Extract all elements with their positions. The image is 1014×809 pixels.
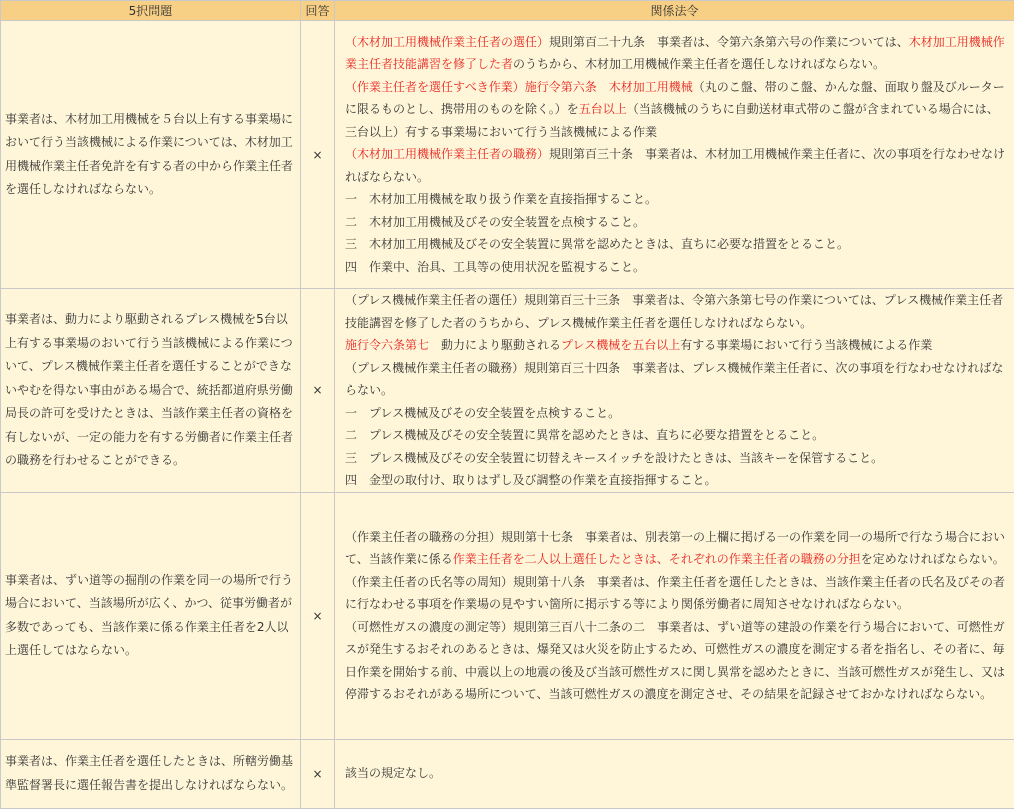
law-text: 一 プレス機械及びその安全装置を点検すること。	[345, 406, 620, 420]
law-text: （作業主任者の職務の分担）規則第十七条 事業者は、別表第一の上欄に掲げる一の作業を同一の場所で行なう場合において、当該作業に係る	[345, 530, 1005, 567]
law-highlight: （作業主任者を選任すべき作業）施行令第六条 木材加工用機械	[345, 80, 693, 94]
law-highlight: プレス機械を五台以上	[561, 338, 680, 352]
law-paragraph	[345, 469, 1008, 492]
law-cell	[335, 21, 1014, 289]
table-header-row	[1, 1, 1014, 21]
law-text: 二 木材加工用機械及びその安全装置を点検すること。	[345, 215, 645, 229]
law-paragraph	[345, 447, 1008, 470]
law-paragraph	[345, 357, 1008, 402]
law-text: 三 木材加工用機械及びその安全装置に異常を認めたときは、直ちに必要な措置をとること。	[345, 237, 849, 251]
law-text: 二 プレス機械及びその安全装置に異常を認めたときは、直ちに必要な措置をとること。	[345, 428, 824, 442]
law-text: （当該機械のうちに自動送材車式帯のこ盤が含まれている場合には、三台以上）有する事業場において行う当該機械による作業	[345, 102, 999, 139]
law-cell	[335, 739, 1014, 808]
law-paragraph	[345, 762, 1008, 785]
law-highlight: （木材加工用機械作業主任者の職務）	[345, 147, 549, 161]
law-cell	[335, 289, 1014, 493]
law-text: 有する事業場において行う当該機械による作業	[680, 338, 932, 352]
law-highlight: （木材加工用機械作業主任者の選任）	[345, 35, 549, 49]
law-paragraph	[345, 334, 1008, 357]
law-text: 該当の規定なし。	[345, 766, 441, 780]
law-paragraph	[345, 233, 1008, 256]
law-paragraph	[345, 31, 1008, 76]
law-paragraph	[345, 211, 1008, 234]
law-paragraph	[345, 526, 1008, 571]
law-text: 一 木材加工用機械を取り扱う作業を直接指揮すること。	[345, 192, 657, 206]
table-row	[1, 289, 1014, 493]
law-text: 四 金型の取付け、取りはずし及び調整の作業を直接指揮すること。	[345, 473, 717, 487]
question-cell: 事業者は、動力により駆動されるプレス機械を5台以上有する事業場のおいて行う当該機械による作業について、プレス機械作業主任者を選任することができないやむを得ない事由がある場合で、統括都道府県労働局長の許可を受けたときは、当該作業主任者の資格を有しないが、一定の能力を有する労働者に作業主任者の職務を行わせることができる。	[1, 289, 301, 493]
law-text: を定めなければならない。	[861, 552, 1005, 566]
table-row	[1, 21, 1014, 289]
law-paragraph	[345, 188, 1008, 211]
law-text: 三 プレス機械及びその安全装置に切替えキースイッチを設けたときは、当該キーを保管すること。	[345, 451, 883, 465]
table-row	[1, 492, 1014, 739]
law-text: 動力により駆動される	[429, 338, 561, 352]
law-highlight: 施行令六条第七	[345, 338, 429, 352]
law-paragraph	[345, 402, 1008, 425]
law-text: （丸のこ盤、帯のこ盤、かんな盤、面取り盤及びルーターに限るものとし、携帯用のものを除く。）を	[345, 80, 1005, 117]
law-text: （プレス機械作業主任者の職務）規則第百三十四条 事業者は、プレス機械作業主任者に、次の事項を行なわせなければならない。	[345, 361, 1003, 398]
law-paragraph	[345, 256, 1008, 279]
law-text: 四 作業中、治具、工具等の使用状況を監視すること。	[345, 260, 645, 274]
answer-cell: ×	[301, 739, 335, 808]
law-highlight: 作業主任者を二人以上選任したときは、それぞれの作業主任者の職務の分担	[453, 552, 861, 566]
law-text: のうちから、木材加工用機械作業主任者を選任しなければならない。	[513, 57, 885, 71]
law-paragraph	[345, 143, 1008, 188]
law-text: 規則第百三十条 事業者は、木材加工用機械作業主任者に、次の事項を行なわせなければならない。	[345, 147, 1005, 184]
law-text: 規則第百二十九条 事業者は、令第六条第六号の作業については、	[549, 35, 909, 49]
header-law: 関係法令	[335, 1, 1014, 21]
table-row	[1, 739, 1014, 808]
header-question: 5択問題	[1, 1, 301, 21]
law-paragraph	[345, 424, 1008, 447]
question-cell: 事業者は、ずい道等の掘削の作業を同一の場所で行う場合において、当該場所が広く、かつ、従事労働者が多数であっても、当該作業に係る作業主任者を2人以上選任してはならない。	[1, 492, 301, 739]
law-text: （可燃性ガスの濃度の測定等）規則第三百八十二条の二 事業者は、ずい道等の建設の作業を行う場合において、可燃性ガスが発生するおそれのあるときは、爆発又は火災を防止するため、可燃性ガスの濃度を測定する者を指名し、その者に、毎日作業を開始する前、中震以上の地震の後及び当該可燃性ガスに関し異常を認めたときに、当該可燃性ガスが発生し、又は停滞するおそれがある場所について、当該可燃性ガスの濃度を測定させ、その結果を記録させておかなければならない。	[345, 620, 1005, 702]
header-answer: 回答	[301, 1, 335, 21]
law-paragraph	[345, 76, 1008, 144]
law-cell	[335, 492, 1014, 739]
law-highlight: 木材加工用機械作業主任者技能講習を修了した者	[345, 35, 1005, 72]
answer-cell: ×	[301, 289, 335, 493]
law-paragraph	[345, 289, 1008, 334]
law-text: （作業主任者の氏名等の周知）規則第十八条 事業者は、作業主任者を選任したときは、当該作業主任者の氏名及びその者に行なわせる事項を作業場の見やすい箇所に掲示する等により関係労働者に周知させなければならない。	[345, 575, 1005, 612]
law-highlight: 五台以上	[579, 102, 627, 116]
answer-cell: ×	[301, 21, 335, 289]
answer-cell: ×	[301, 492, 335, 739]
question-cell: 事業者は、木材加工用機械を５台以上有する事業場において行う当該機械による作業については、木材加工用機械作業主任者免許を有する者の中から作業主任者を選任しなければならない。	[1, 21, 301, 289]
law-text: （プレス機械作業主任者の選任）規則第百三十三条 事業者は、令第六条第七号の作業については、プレス機械作業主任者技能講習を修了した者のうちから、プレス機械作業主任者を選任しなければならない。	[345, 293, 1003, 330]
law-paragraph	[345, 616, 1008, 706]
question-cell: 事業者は、作業主任者を選任したときは、所轄労働基準監督署長に選任報告書を提出しなければならない。	[1, 739, 301, 808]
law-paragraph	[345, 571, 1008, 616]
